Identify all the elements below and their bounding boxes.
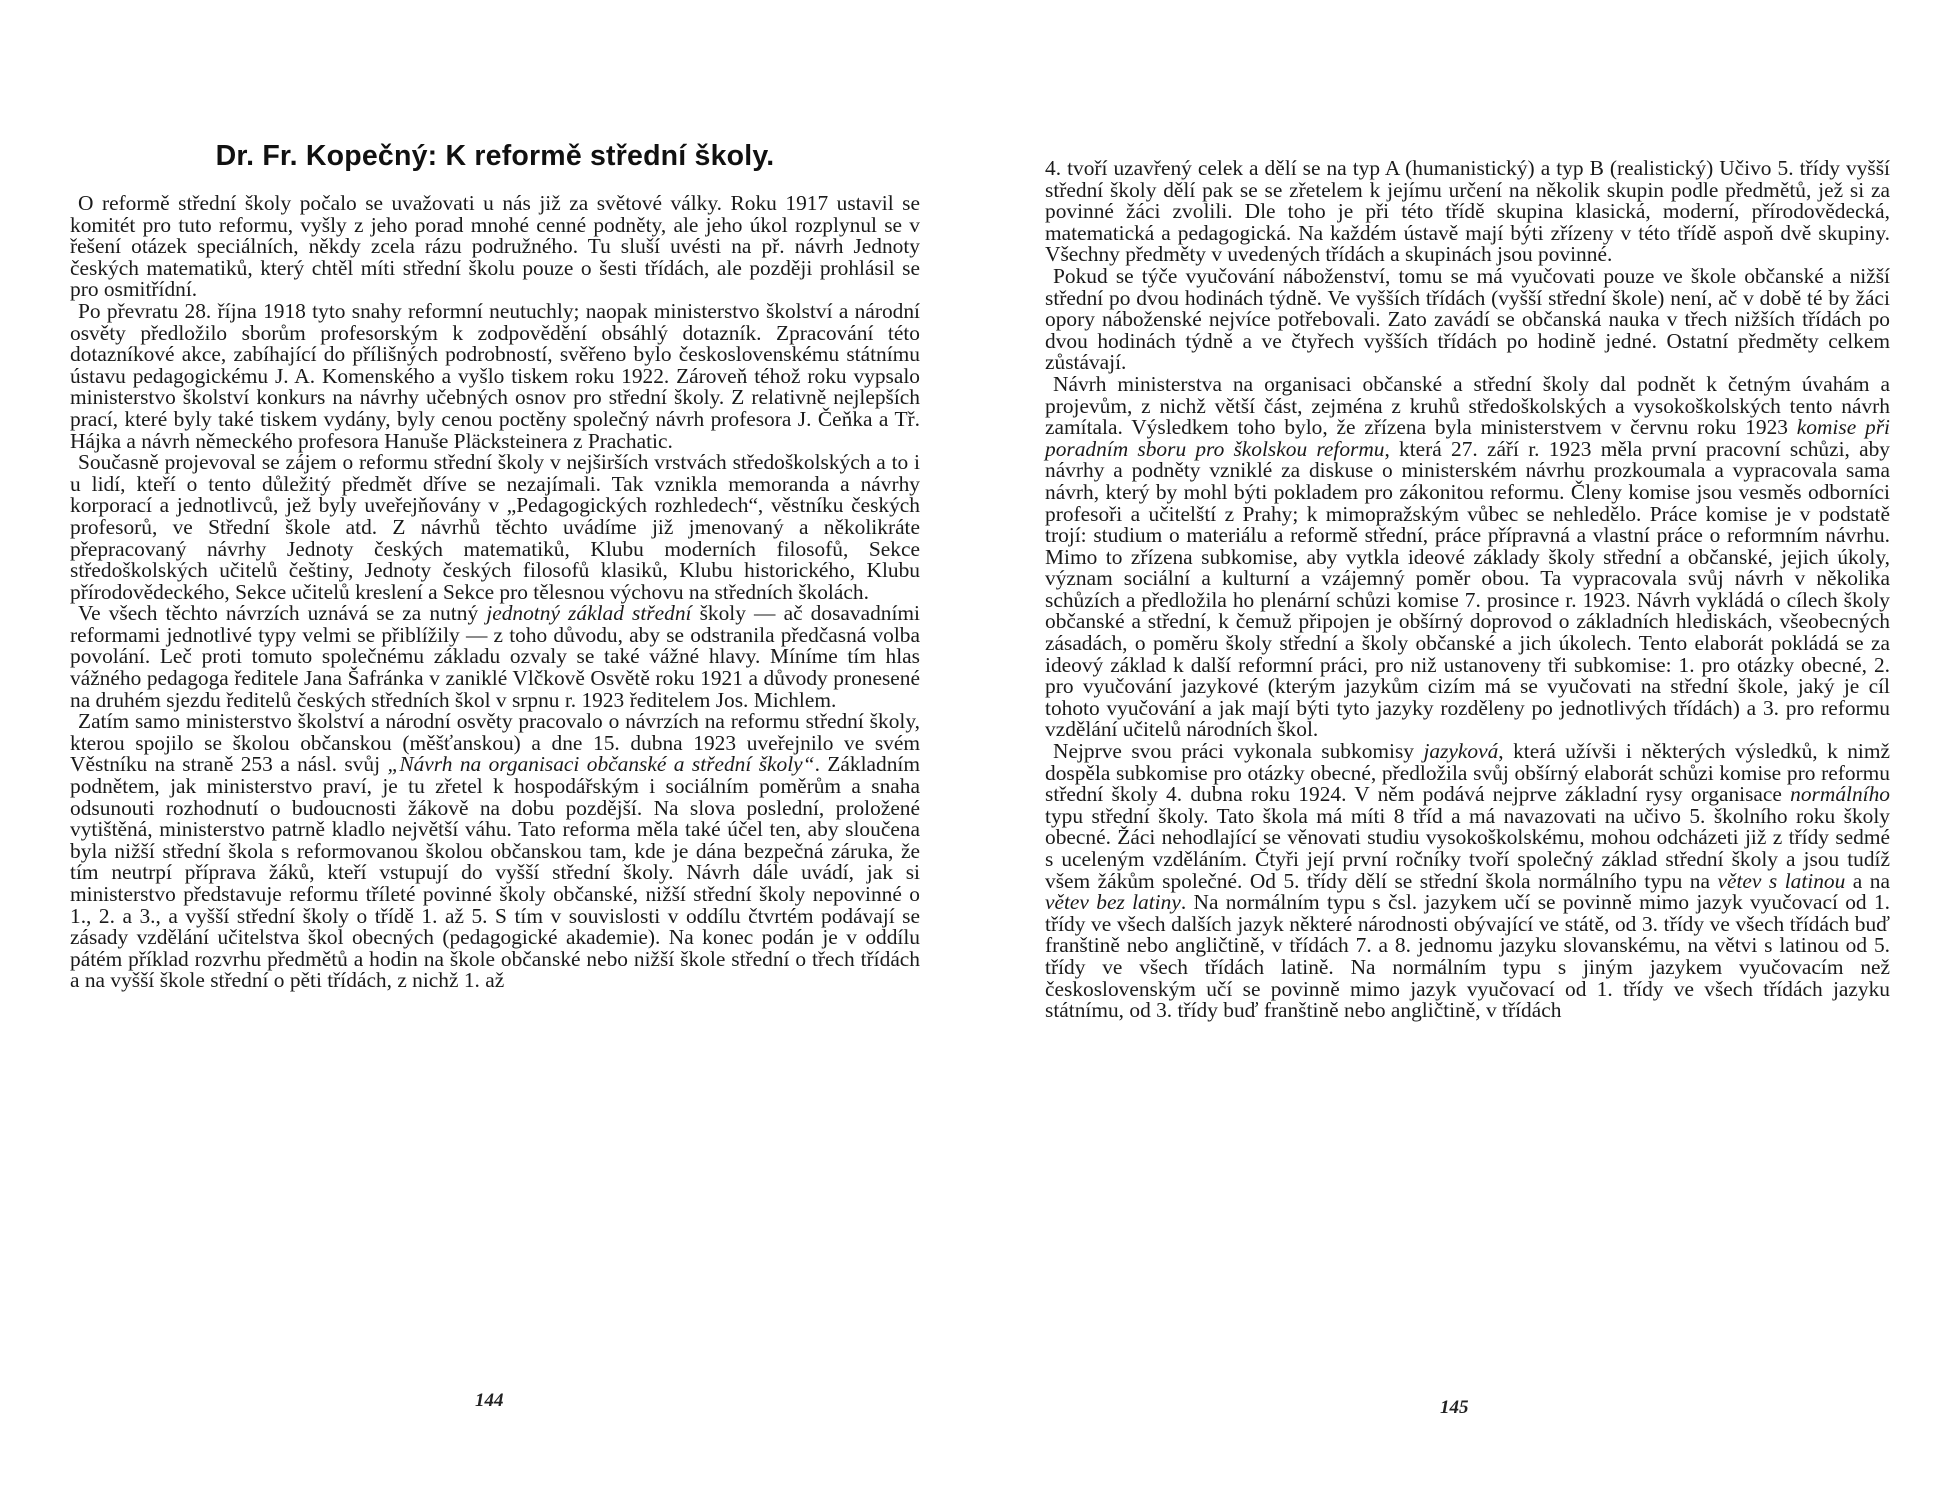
emphasis-text: jednotný základ střední [486, 601, 692, 626]
paragraph [70, 711, 920, 992]
article-title: Dr. Fr. Kopečný: K reformě střední školy. [215, 140, 775, 172]
paragraph: O reformě střední školy počalo se uvažovati u nás již za světové války. Roku 1917 ustavil se komitét pro tuto reformu, vyšly z jeho porad mnohé cenné podněty, ale jeho úkol rozplynul se v řešení otázek speciálních, někdy zcela rázu podružného. Tu sluší uvésti na př. návrh Jednoty českých matematiků, který chtěl míti střední školu pouze o šesti třídách, ale později prohlásil se pro osmitřídní. [70, 191, 920, 302]
paragraph: 4. tvoří uzavřený celek a dělí se na typ A (humanistický) a typ B (realistický) Učivo 5. třídy vyšší střední školy dělí pak se se zřetelem k jejímu určení na několik skupin podle předmětů, jež si za povinné žáci zvolili. Dle toho je při této třídě skupina klasická, moderní, přírodovědecká, matematická a pedagogická. Na každém ústavě mají býti zřízeny v této třídě aspoň dvě skupiny. Všechny předměty v uvedených třídách a skupinách jsou povinné. [1045, 156, 1890, 267]
paragraph-text: Návrh ministerstva na organisaci občanské a střední školy dal podnět k četným úvahám a projevům, z nichž větší část, zejména z kruhů středoškolských a vysokoškolských tento návrh zamítala. Výsledkem toho bylo, že zřízena byla ministerstvem v červnu roku 1923 [1045, 371, 1890, 440]
paragraph-text: Nejprve svou práci vykonala subkomisy [1053, 739, 1424, 764]
page-number: 145 [1440, 1397, 1469, 1418]
paragraph [1045, 371, 1890, 742]
paragraph-text: . Základním podnětem, jak ministerstvo praví, je tu zřetel k hospodářským i sociálním poměrům a snaha odsunouti rozhodnutí o budoucnosti žákově na dobu pozdější. Na slova poslední, proložené vytištěná, ministerstvo patrně kladlo největší váhu. Tato reforma měla také účel ten, aby sloučena byla nižší střední škola s reformovanou školou občanskou tam, kde je dána bezpečná záruka, že tím neutrpí příprava žáků, kteří vstupují do vyšší střední školy. Návrh dále uvádí, jak si ministerstvo představuje reformu tříleté povinné školy občanské, nižší střední školy nepovinné o 1., 2. a 3., a vyšší střední školy o třídě 1. až 5. S tím v souvislosti v oddílu čtvrtém podávají se zásady vzdělání učitelstva škol obecných (pedagogické akademie). Na konec podán je v oddílu pátém příklad rozvrhu předmětů a hodin na škole občanské nebo nižší škole střední o třech třídách a na vyšší škole střední o pěti třídách, z nichž 1. až [70, 752, 920, 993]
paragraph-text: Ve všech těchto návrzích uznává se za nutný [78, 601, 487, 626]
paragraph [1045, 741, 1890, 1022]
emphasis-text: větev bez latiny [1045, 890, 1181, 915]
paragraph-text: školy — ač dosavadními reformami jednotlivé typy velmi se přiblížily — z toho důvodu, aby se odstranila předčasná volba povolání. Leč proti tomuto společnému základu ozvaly se také vážné hlavy. Míníme tím hlas vážného pedagoga ředitele Jana Šafránka v zaniklé Vlčkově Osvětě roku 1921 a důvody pronesené na druhém sjezdu ředitelů českých středních škol v srpnu r. 1923 ředitelem Jos. Michlem. [70, 601, 920, 712]
paragraph-text: a na [1845, 868, 1890, 893]
emphasis-text: „Návrh na organisaci občanské a střední školy“ [387, 752, 815, 777]
page-number: 144 [475, 1390, 504, 1411]
right-page-body [1045, 158, 1890, 1022]
right-page [1045, 0, 1891, 1418]
left-page-body [70, 193, 920, 992]
paragraph: Pokud se týče vyučování náboženství, tomu se má vyučovati pouze ve škole občanské a nižší střední po dvou hodinách týdně. Ve vyšších třídách (vyšší střední škole) není, ač v době té by žáci opory náboženské nejvíce potřebovali. Zato zavádí se občanská nauka v třech nižších třídách po dvou hodinách týdně a ve čtyřech vyšších třídách po hodině jedné. Ostatní předměty celkem zůstávají. [1045, 263, 1890, 375]
paragraph: Po převratu 28. října 1918 tyto snahy reformní neutuchly; naopak ministerstvo školství a národní osvěty předložilo sborům profesorským k zodpovědění obsáhlý dotazník. Zpracování této dotazníkové akce, zabíhající do přílišných podrobností, svěřeno bylo československému státnímu ústavu pedagogickému J. A. Komenského a vyšlo tiskem roku 1922. Zároveň téhož roku vypsalo ministerstvo školství konkurs na návrhy učebných osnov pro střední školy. Z relativně nejlepších prací, které byly také tiskem vydány, byly cenou poctěny společný návrh profesora J. Čeňka a Tř. Hájka a návrh německého profesora Hanuše Pläcksteinera z Prachatic. [70, 298, 920, 453]
emphasis-text: větev s latinou [1717, 868, 1846, 893]
paragraph-text: , která užívši i některých výsledků, k nimž dospěla subkomise pro otázky obecné, předložila svůj obšírný elaborát schůzi komise pro reformu střední školy 4. dubna roku 1924. V něm podává nejprve základní rysy organisace [1045, 739, 1891, 807]
emphasis-text: komise při poradním sboru pro školskou reformu [1045, 415, 1890, 461]
paragraph [70, 603, 920, 711]
paragraph: Současně projevoval se zájem o reformu střední školy v nejširších vrstvách středoškolských a to i u lidí, kteří o tento důležitý předmět dříve se nezajímali. Tak vznikla memoranda a návrhy korporací a jednotlivců, jež byly uveřejňovány v „Pedagogických rozhledech“, věstníku českých profesorů, ve Střední škole atd. Z návrhů těchto uvádíme již jmenovaný a několikráte přepracovaný návrhy Jednoty českých matematiků, Klubu moderních filosofů, Sekce středoškolských učitelů češtiny, Jednoty českých filosofů klasiků, Klubu historického, Klubu přírodovědeckého, Sekce učitelů kreslení a Sekce pro tělesnou výchovu na středních školách. [70, 450, 920, 604]
paragraph-text: typu střední školy. Tato škola má míti 8 tříd a má navazovati na učivo 5. školního roku školy obecné. Žáci nehodlající se věnovati studiu vysokoškolskému, mohou odcházeti již z třídy sedmé s uceleným vzděláním. Čtyři její první ročníky tvoří společný základ střední školy a jsou tudíž všem žákům společné. Od 5. třídy dělí se střední škola normálního typu na [1045, 803, 1890, 893]
left-page [70, 0, 920, 1411]
paragraph-text: Zatím samo ministerstvo školství a národní osvěty pracovalo o návrzích na reformu střední školy, kterou spojilo se školou občanskou (měšťanskou) a dne 15. dubna 1923 uveřejnilo ve svém Věstníku na straně 253 a násl. svůj [70, 709, 920, 777]
paragraph-text: . Na normálním typu s čsl. jazykem učí se povinně mimo jazyk vyučovací od 1. třídy ve všech dalších jazyk některé národnosti obývající ve státě, od 3. třídy ve všech třídách buď franštině nebo angličtině, v třídách 7. a 8. jednomu jazyku slovanskému, na větvi s latinou od 5. třídy ve všech třídách latině. Na normálním typu s jiným jazykem vyučovacím než československým učí se povinně mimo jazyk vyučovací od 1. třídy ve všech třídách jazyku státnímu, od 3. třídy buď franštině nebo angličtině, v třídách [1045, 890, 1891, 1023]
paragraph-text: , která 27. září r. 1923 měla první pracovní schůzi, aby návrhy a podněty vzniklé za diskuse o ministerském návrhu prozkoumala a vypracovala sama návrh, který by mohl býti pokladem pro zákonitou reformu. Členy komise jsou vesměs odborníci profesoři a učitelští z Prahy; k mimopražským vůbec se nehledělo. Práce komise je v podstatě trojí: studium o materiálu a reformě střední, práce přípravná a vlastní práce o reformním návrhu. Mimo to zřízena subkomise, aby vytkla ideové základy školy střední a občanské, jejich úkoly, význam sociální a kulturní a vzájemný poměr obou. Ta vypracovala svůj návrh v několika schůzích a předložila ho plenární schůzi komise 7. prosince r. 1923. Návrh vykládá o cílech školy občanské a střední, k čemuž připojen je obšírný doprovod o základních hlediskách, všeobecných zásadách, o poměru školy střední a školy občanské a jich úkolech. Tento elaborát pokládá se za ideový základ k další reformní práci, pro niž ustanoveny tři subkomise: 1. pro otázky obecné, 2. pro vyučování jazykové (kterým jazykům cizím má se vyučovati na střední škole, jaký je cíl tohoto vyučování a jak mají býti tyto jazyky rozděleny po jednotlivých třídách) a 3. pro reformu vzdělání učitelů národních škol. [1045, 436, 1890, 742]
emphasis-text: jazyková [1423, 739, 1499, 764]
emphasis-text: normálního [1790, 782, 1890, 807]
